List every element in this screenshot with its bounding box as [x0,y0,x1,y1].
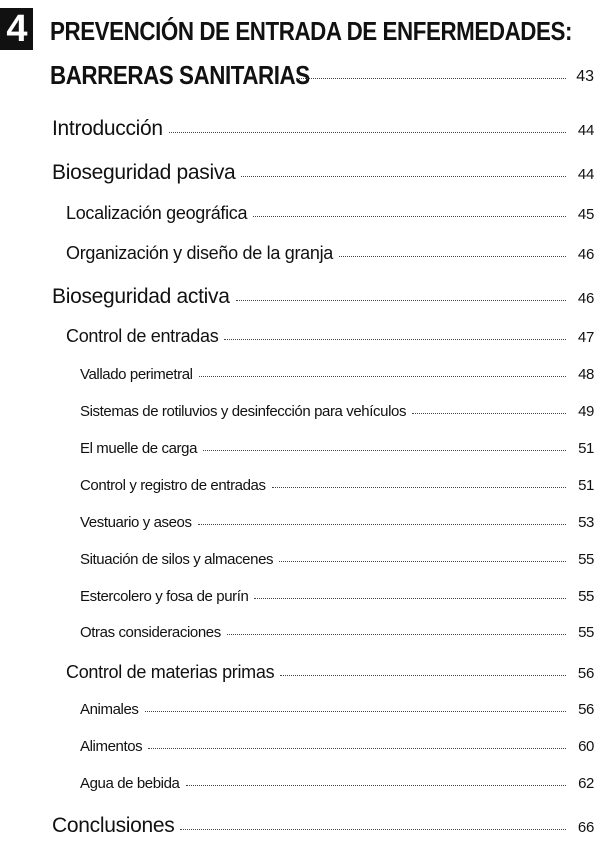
chapter-title-line-1: PREVENCIÓN DE ENTRADA DE ENFERMEDADES: [50,16,573,46]
dot-leader [169,132,566,133]
dot-leader [339,256,566,257]
dot-leader [148,748,566,749]
dot-leader [199,376,566,377]
toc-entry-introduccion[interactable] [52,117,594,141]
toc-entry-animales[interactable] [80,701,594,718]
toc-entry-page: 55 [578,624,594,641]
toc-entry-label: El muelle de carga [80,440,198,457]
toc-entry-estercolero[interactable] [80,588,594,605]
toc-entry-page: 60 [578,738,594,755]
dot-leader [280,675,566,676]
toc-entry-bioseguridad-pasiva[interactable] [52,161,594,185]
toc-entry-localizacion-geografica[interactable] [66,203,594,224]
toc-entry-page: 46 [577,290,594,307]
dot-leader [279,561,566,562]
toc-entry-rotiluvios[interactable] [80,403,594,420]
toc-entry-page: 44 [577,122,594,139]
toc-entry-control-registro[interactable] [80,477,594,494]
toc-entry-label: Situación de silos y almacenes [80,551,274,568]
toc-entry-vestuario-aseos[interactable] [80,514,594,531]
dot-leader [254,598,566,599]
dot-leader [272,487,566,488]
toc-entry-label: Control de entradas [66,326,219,346]
chapter-title-row[interactable] [290,68,594,86]
toc-entry-label: Conclusiones [52,814,175,837]
dot-leader [203,450,566,451]
toc-entry-label: Estercolero y fosa de purín [80,588,249,605]
toc-entry-label: Vallado perimetral [80,366,193,383]
toc-entry-vallado-perimetral[interactable] [80,366,594,383]
toc-entry-page: 45 [577,206,594,223]
toc-entry-label: Sistemas de rotiluvios y desinfección para vehículos [80,403,407,420]
toc-entry-page: 51 [578,477,594,494]
toc-entry-conclusiones[interactable] [52,814,594,838]
toc-entry-page: 62 [578,775,594,792]
toc-entry-page: 53 [578,514,594,531]
dot-leader [236,300,566,301]
toc-entry-label: Bioseguridad pasiva [52,161,236,184]
toc-entry-label: Introducción [52,117,163,140]
toc-entry-otras-consideraciones[interactable] [80,624,594,641]
toc-entry-label: Bioseguridad activa [52,285,230,308]
dot-leader [296,78,566,79]
toc-entry-page: 46 [577,246,594,263]
toc-entry-page: 56 [578,701,594,718]
toc-entry-page: 55 [578,551,594,568]
toc-entry-organizacion-diseno[interactable] [66,243,594,264]
toc-entry-control-materias-primas[interactable] [66,662,594,683]
toc-entry-page: 47 [577,329,594,346]
page-number: 43 [576,68,594,85]
dot-leader [145,711,567,712]
toc-entry-bioseguridad-activa[interactable] [52,285,594,309]
toc-entry-control-de-entradas[interactable] [66,326,594,347]
toc-entry-alimentos[interactable] [80,738,594,755]
chapter-title-line-2: BARRERAS SANITARIAS [50,60,310,90]
toc-entry-page: 49 [578,403,594,420]
toc-entry-silos-almacenes[interactable] [80,551,594,568]
toc-entry-label: Vestuario y aseos [80,514,192,531]
toc-entry-agua-de-bebida[interactable] [80,775,594,792]
toc-entry-label: Control y registro de entradas [80,477,266,494]
dot-leader [241,176,566,177]
toc-entry-label: Organización y diseño de la granja [66,243,333,263]
dot-leader [224,339,566,340]
toc-entry-page: 66 [577,819,594,836]
dot-leader [253,216,566,217]
toc-entry-muelle-de-carga[interactable] [80,440,594,457]
dot-leader [198,524,566,525]
toc-entry-label: Animales [80,701,139,718]
chapter-number-badge: 4 [0,8,33,50]
dot-leader [186,785,567,786]
dot-leader [180,829,566,830]
toc-entry-page: 51 [578,440,594,457]
toc-entry-page: 56 [577,665,594,682]
dot-leader [412,413,566,414]
toc-entry-page: 55 [578,588,594,605]
toc-entry-page: 48 [578,366,594,383]
toc-entry-label: Control de materias primas [66,662,275,682]
toc-entry-label: Alimentos [80,738,143,755]
toc-entry-page: 44 [577,166,594,183]
toc-entry-label: Agua de bebida [80,775,180,792]
toc-entry-label: Localización geográfica [66,203,248,223]
toc-entry-label: Otras consideraciones [80,624,221,641]
dot-leader [227,634,566,635]
